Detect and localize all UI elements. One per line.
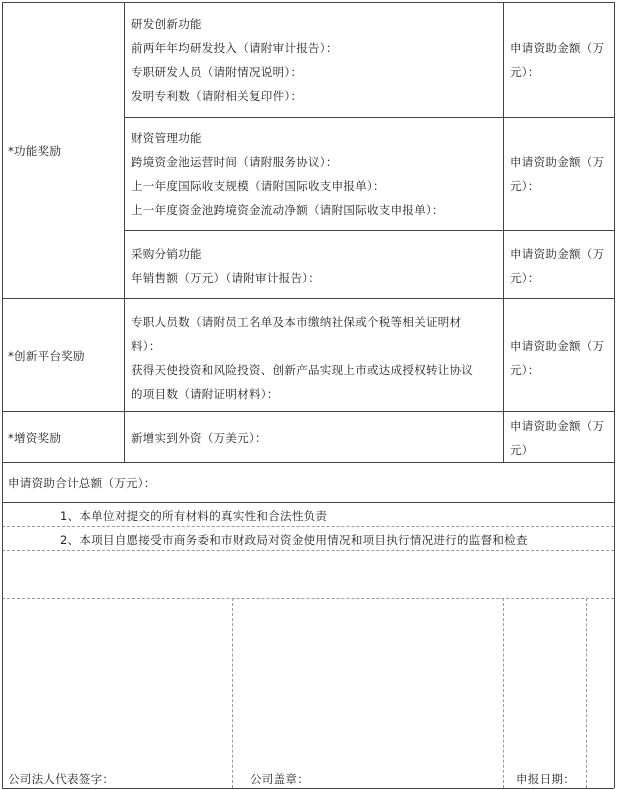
item-label: 年销售额（万元）（请附审计报告）： (131, 271, 321, 285)
column-divider (614, 2, 615, 788)
legal-rep-signature-label: 公司法人代表签字： (8, 772, 115, 786)
subsection-title: 采购分销功能 (131, 247, 202, 261)
item-label: 料）： (131, 339, 161, 353)
subsection-capital (131, 426, 267, 450)
total-amount-label: 申请资助合计总额（万元）： (8, 476, 156, 490)
section-label-platform-award: *创新平台奖励 (8, 349, 85, 363)
declaration-item: 1、本单位对提交的所有材料的真实性和合法性负责 (60, 509, 328, 523)
subsection-treasury (131, 126, 444, 222)
item-label: 的项目数（请附证明材料）： (131, 387, 279, 401)
row-divider (2, 462, 614, 463)
item-label: 新增实到外资（万美元）： (131, 431, 267, 445)
item-label: 发明专利数（请附相关复印件）： (131, 89, 303, 103)
section-label-capital-award: *增资奖励 (8, 431, 62, 445)
column-divider (124, 2, 125, 462)
item-label: 跨境资金池运营时间（请附服务协议）： (131, 155, 338, 169)
subsection-title: 财资管理功能 (131, 131, 202, 145)
subsection-procurement (131, 242, 320, 290)
row-divider (2, 598, 614, 599)
row-divider (2, 526, 614, 527)
row-divider (2, 2, 614, 3)
item-label: 前两年年均研发投入（请附审计报告）： (131, 41, 338, 55)
column-divider (2, 2, 3, 788)
row-divider (2, 788, 614, 789)
item-label: 专职人员数（请附员工名单及本市缴纳社保或个税等相关证明材 (131, 315, 462, 329)
section-label-function-award: *功能奖励 (8, 144, 62, 158)
column-divider (586, 598, 587, 788)
row-divider (2, 502, 614, 503)
amount-label: 申请资助金额（万元）： (510, 155, 605, 193)
amount-label: 申请资助金额（万元）： (510, 339, 605, 377)
amount-label: 申请资助金额（万元）： (510, 247, 605, 285)
amount-label: 申请资助金额（万元） (510, 419, 605, 457)
column-divider (232, 598, 233, 788)
item-label: 专职研发人员（请附情况说明）： (131, 65, 303, 79)
subsection-platform (131, 310, 473, 406)
column-divider (503, 598, 504, 788)
application-date-label: 申报日期： (516, 772, 575, 786)
item-label: 上一年度国际收支规模（请附国际收支申报单）： (131, 179, 385, 193)
column-divider (503, 2, 504, 462)
declaration-item: 2、本项目自愿接受市商务委和市财政局对资金使用情况和项目执行情况进行的监督和检查 (60, 533, 528, 547)
row-divider (2, 298, 614, 299)
subsection-rd (131, 12, 338, 108)
subsection-title: 研发创新功能 (131, 17, 202, 31)
row-divider (2, 411, 614, 412)
item-label: 获得天使投资和风险投资、创新产品实现上市或达成授权转让协议 (131, 363, 474, 377)
company-seal-label: 公司盖章： (250, 772, 309, 786)
amount-label: 申请资助金额（万元）： (510, 41, 605, 79)
row-divider (124, 117, 614, 118)
row-divider (124, 230, 614, 231)
item-label: 上一年度资金池跨境资金流动净额（请附国际收支申报单）： (131, 203, 444, 217)
row-divider (2, 550, 614, 551)
